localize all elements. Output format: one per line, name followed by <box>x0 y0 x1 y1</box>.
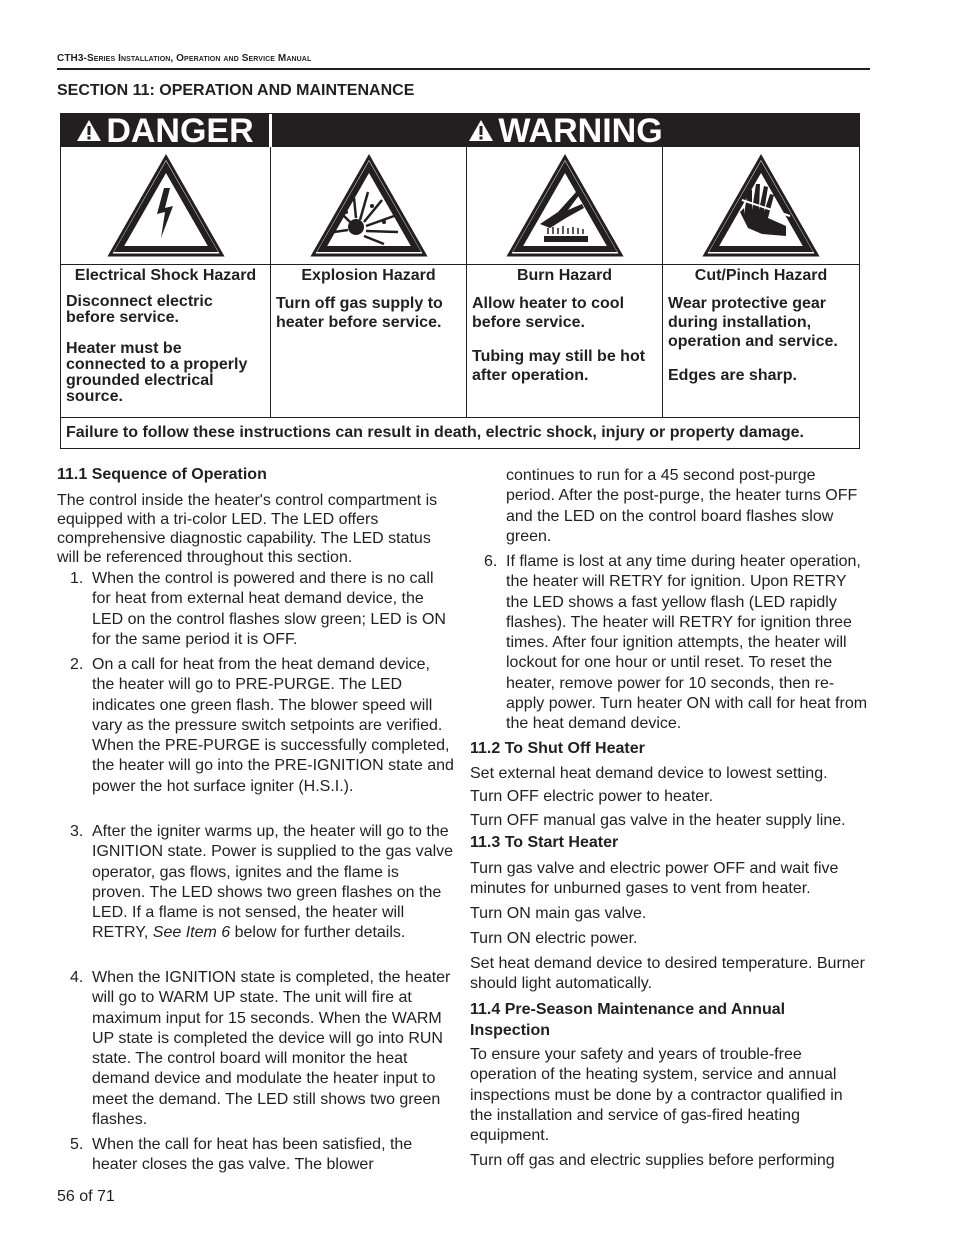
hazard-line: Edges are sharp. <box>668 367 797 384</box>
hazard-panel <box>60 113 860 449</box>
hazard-line: Tubing may still be hot after operation. <box>472 348 646 384</box>
warning-label: WARNING <box>498 111 663 150</box>
hazard-title: Cut/Pinch Hazard <box>694 267 828 284</box>
shutoff-line: Turn OFF electric power to heater. <box>470 788 714 805</box>
start-line: Turn gas valve and electric power OFF and wait five minutes for unburned gases to vent from heater. <box>470 860 839 898</box>
hazard-title: Explosion Hazard <box>301 267 436 284</box>
hazard-line: Disconnect electric before service. <box>66 293 213 326</box>
section-heading-start: 11.3 To Start Heater <box>470 834 619 851</box>
cut-hand-icon <box>702 154 820 258</box>
shutoff-line: Set external heat demand device to lowest setting. <box>470 765 828 782</box>
page-number: 56 of 71 <box>57 1188 115 1205</box>
electric-shock-icon <box>107 154 225 258</box>
hazard-footer: Failure to follow these instructions can result in death, electric shock, injury or property damage. <box>61 417 859 448</box>
hazard-line: Turn off gas supply to heater before service. <box>276 295 443 331</box>
hazard-title: Electrical Shock Hazard <box>74 267 257 284</box>
section-heading-maintenance: 11.4 Pre-Season Maintenance and Annual Inspection <box>470 1001 786 1039</box>
warning-triangle-icon <box>468 119 494 142</box>
hazard-column-electrical <box>61 147 271 417</box>
hazard-title: Burn Hazard <box>516 267 613 284</box>
hazard-column-cut <box>663 147 859 417</box>
header-rule <box>57 68 870 70</box>
maintenance-line: Turn off gas and electric supplies before performing <box>470 1152 835 1169</box>
start-line: Turn ON main gas valve. <box>470 905 647 922</box>
hazard-column-explosion <box>271 147 467 417</box>
section-title: SECTION 11: OPERATION AND MAINTENANCE <box>57 82 415 99</box>
list-item-continued: continues to run for a 45 second post-purge period. After the post-purge, the heater turns OFF and the LED on the control board flashes slow green. <box>506 467 858 545</box>
hazard-line: Allow heater to cool before service. <box>472 295 625 331</box>
hazard-line: Wear protective gear during installation, operation and service. <box>668 295 838 350</box>
hazard-column-burn <box>467 147 663 417</box>
warning-triangle-icon <box>76 119 102 142</box>
danger-label: DANGER <box>106 111 254 150</box>
explosion-icon <box>310 154 428 258</box>
sequence-intro: The control inside the heater's control compartment is equipped with a tri-color LED. The LED offers comprehensive diagnostic capability. The LED status will be referenced throughout this section. <box>57 492 438 566</box>
maintenance-line: To ensure your safety and years of trouble-free operation of the heating system, service and annual inspections must be done by a contractor qualified in the installation and service of gas-fired heating equipment. <box>470 1046 843 1145</box>
burn-hand-icon <box>506 154 624 258</box>
hazard-line: Heater must be connected to a properly grounded electrical source. <box>66 340 248 405</box>
start-line: Set heat demand device to desired temperature. Burner should light automatically. <box>470 955 865 993</box>
start-line: Turn ON electric power. <box>470 930 638 947</box>
manual-title: CTH3-Series Installation, Operation and Service Manual <box>57 53 312 64</box>
shutoff-line: Turn OFF manual gas valve in the heater supply line. <box>470 812 846 829</box>
section-heading-sequence: 11.1 Sequence of Operation <box>57 466 267 483</box>
section-heading-shutoff: 11.2 To Shut Off Heater <box>470 740 645 757</box>
danger-banner <box>61 111 269 150</box>
warning-banner <box>272 111 859 150</box>
